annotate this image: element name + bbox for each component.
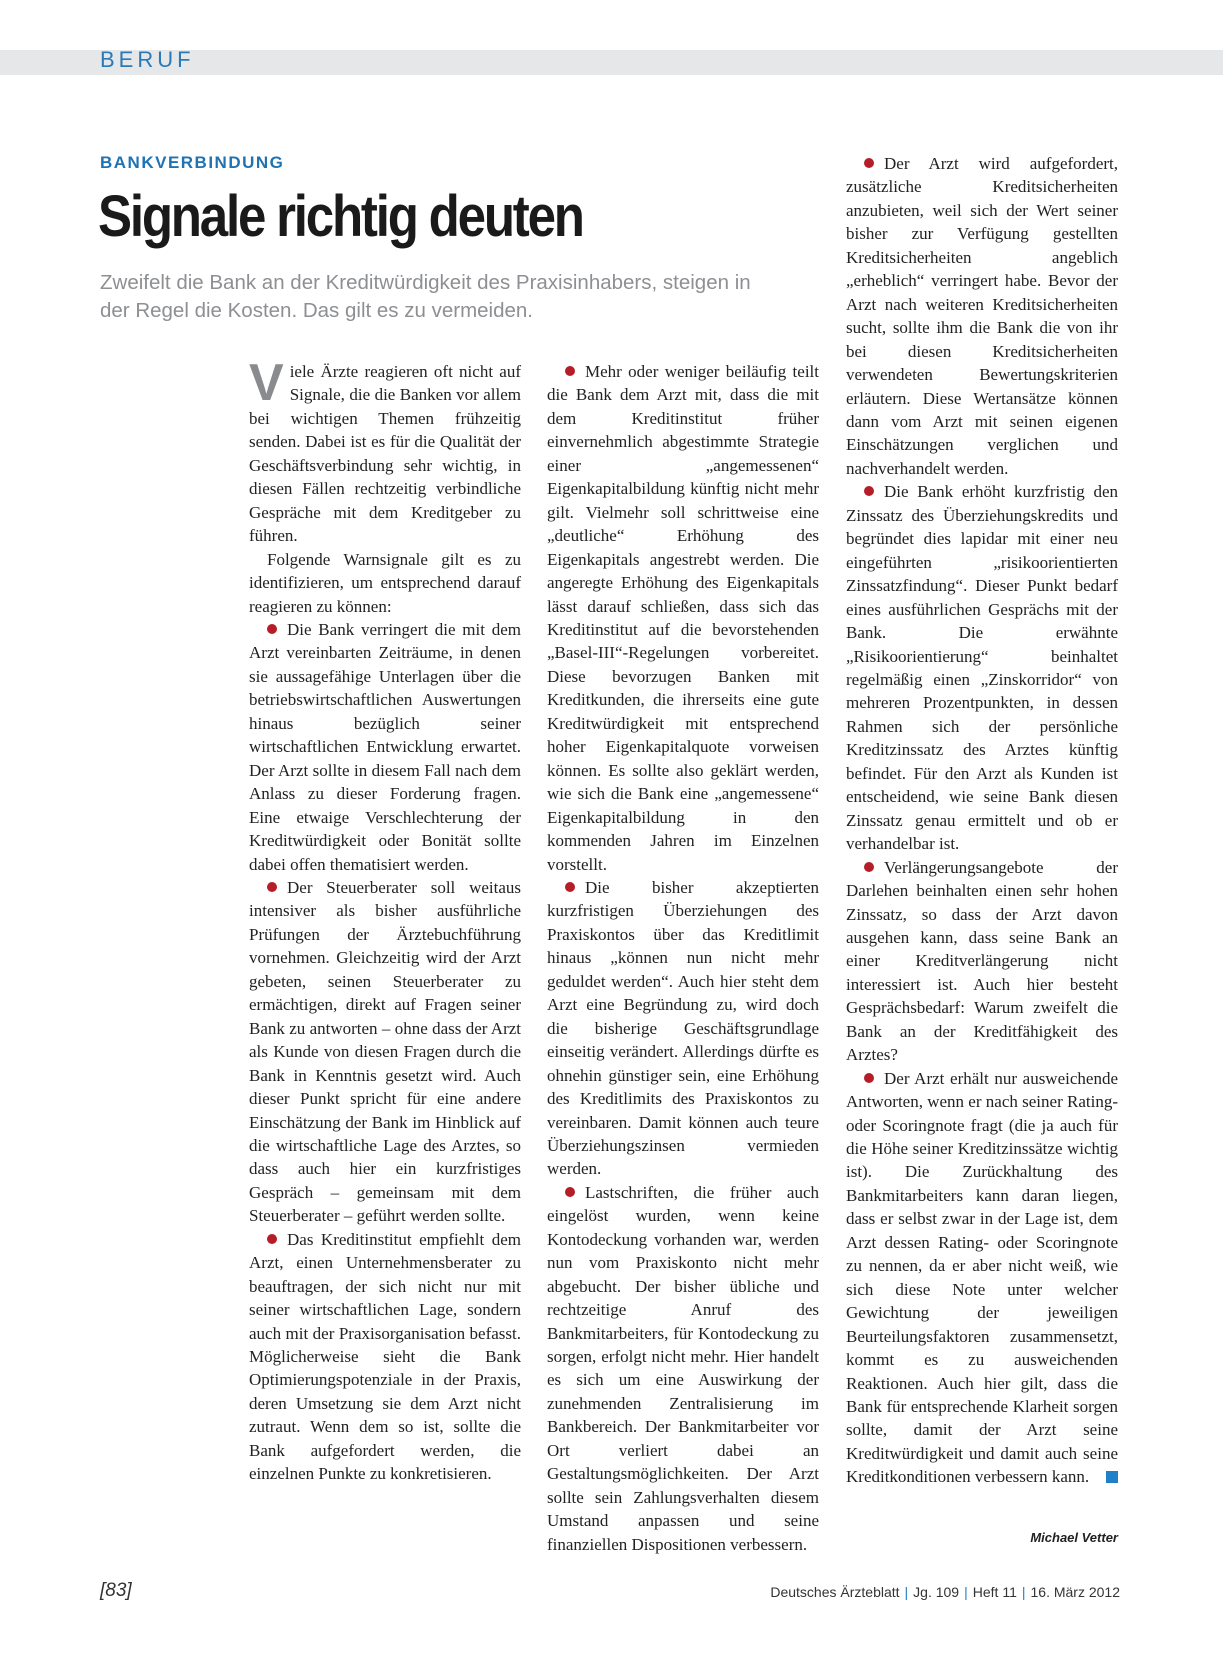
bullet-item <box>249 618 521 876</box>
bullet-text: Lastschriften, die früher auch eingelöst wurden, wenn keine Kontodeckung vorhanden war, werden nun vom Praxiskonto nicht mehr abgebucht. Der bisher übliche und rechtzeitige Anruf des Bankmitarbeiters, für Kontodeckung zu sorgen, erfolgt nicht mehr. Hier handelt es sich um eine Auswirkung der zunehmenden Zentralisierung im Bankbereich. Der Bankmitarbeiter vor Ort verliert dabei an Gestaltungsmöglichkeiten. Der Arzt sollte sein Zahlungsverhalten diesem Umstand anpassen und seine finanziellen Dispositionen verbessern. <box>547 1182 819 1554</box>
bullet-icon <box>565 366 575 376</box>
end-mark-icon <box>1106 1471 1118 1483</box>
bullet-icon <box>565 1187 575 1197</box>
bullet-text: Die bisher akzeptierten kurzfristigen Überziehungen des Praxiskontos über das Kreditlimit hinaus „können nun nicht mehr geduldet werden“. Auch hier steht dem Arzt eine Begründung zu, wird doch die bisherige Geschäftsgrundlage einseitig verändert. Allerdings dürfte es ohnehin günstiger sein, eine Erhöhung des Kreditlimits des Praxiskontos zu vereinbaren. Damit können auch teure Überziehungszinsen vermieden werden. <box>547 877 819 1179</box>
bullet-icon <box>864 862 874 872</box>
bullet-text: Der Arzt erhält nur ausweichende Antworten, wenn er nach seiner Rating- oder Scoringnote fragt (die ja auch für die Höhe seiner Kreditzinssätze wichtig ist). Die Zurückhaltung des Bankmitarbeiters kann daran liegen, dass er selbst zwar in der Lage ist, dem Arzt dessen Rating- oder Scoringnote zu nennen, da er aber nicht weiß, wie sich diese Note unter welcher Gewichtung der jeweiligen Beurteilungsfaktoren zusammensetzt, kommt es zu ausweichenden Reaktionen. Auch hier gilt, dass die Bank für entsprechende Klarheit sorgen sollte, damit der Arzt seine Kreditwürdigkeit und damit auch seine Kreditkonditionen verbessern kann. <box>846 1068 1118 1487</box>
drop-cap: V <box>249 354 284 412</box>
bullet-item <box>249 876 521 1228</box>
bullet-icon <box>267 624 277 634</box>
bullet-item <box>846 856 1118 1067</box>
bullet-item <box>547 1181 819 1556</box>
article-column-1 <box>249 354 521 1486</box>
bullet-icon <box>864 486 874 496</box>
article-kicker: BANKVERBINDUNG <box>100 153 285 172</box>
bullet-item <box>846 480 1118 855</box>
article-column-3 <box>846 152 1118 1489</box>
separator: | <box>904 1584 909 1600</box>
footer-citation <box>770 1584 1120 1600</box>
journal-issue: Heft 11 <box>972 1584 1017 1600</box>
bullet-text: Mehr oder weniger beiläufig teilt die Bank dem Arzt mit, dass die mit dem Kreditinstitut früher einvernehmlich abgestimmte Strategie einer „angemessenen“ Eigenkapitalbildung künftig nicht mehr gilt. Vielmehr soll schrittweise eine „deutliche“ Erhöhung des Eigenkapitals angestrebt werden. Die angeregte Erhöhung des Eigenkapitals lässt darauf schließen, dass sich das Kreditinstitut auf die bevorstehenden „Basel-III“-Regelungen vorbereitet. Diese bevorzugen Banken mit Kreditkunden, die ihrerseits eine gute Kreditwürdigkeit mit entsprechend hoher Eigenkapitalquote vorweisen können. Es sollte also geklärt werden, wie sich die Bank eine „angemessene“ Eigenkapitalbildung in den kommenden Jahren im Einzelnen vorstellt. <box>547 362 819 874</box>
author-name: Michael Vetter <box>1030 1530 1118 1545</box>
article-column-2 <box>547 360 819 1556</box>
bullet-icon <box>864 1073 874 1083</box>
bullet-icon <box>565 882 575 892</box>
separator: | <box>1021 1584 1026 1600</box>
bullet-text: Der Steuerberater soll weitaus intensiver als bisher ausführliche Prüfungen der Ärztebuchführung vornehmen. Gleichzeitig wird der Arzt gebeten, seinen Steuerberater zu ermächtigen, direkt auf Fragen seiner Bank zu antworten – ohne dass der Arzt als Kunde von diesen Fragen durch die Bank in Kenntnis gesetzt wird. Auch dieser Punkt spricht für eine andere Einschätzung der Bank im Hinblick auf die wirtschaftliche Lage des Arztes, so dass auch hier ein kurzfristiges Gespräch – gemeinsam mit dem Steuerberater – geführt werden sollte. <box>249 877 521 1226</box>
bullet-text: Das Kreditinstitut empfiehlt dem Arzt, einen Unternehmensberater zu beauftragen, der sich nicht nur mit seiner wirtschaftlichen Lage, sondern auch mit der Praxisorganisation befasst. Möglicherweise sieht die Bank Optimierungspotenziale in der Praxis, deren Umsetzung sie dem Arzt nicht zutraut. Wenn dem so ist, sollte die Bank aufgefordert werden, die einzelnen Punkte zu konkretisieren. <box>249 1229 521 1484</box>
section-label: BERUF <box>100 47 195 72</box>
bullet-text: Der Arzt wird aufgefordert, zusätzliche Kreditsicherheiten anzubieten, weil sich der Wert seiner bisher zur Verfügung gestellten Kreditsicherheiten angeblich „erheblich“ verringert habe. Bevor der Arzt nach weiteren Kreditsicherheiten sucht, sollte ihm die Bank die von ihr bei diesen Kreditsicherheiten verwendeten Bewertungskriterien erläutern. Diese Wertansätze können dann vom Arzt mit seinen eigenen Einschätzungen verglichen und nachverhandelt werden. <box>846 154 1118 478</box>
bullet-item <box>547 876 819 1181</box>
bullet-text: Die Bank verringert die mit dem Arzt vereinbarten Zeiträume, in denen sie aussagefähige Unterlagen über die betriebswirtschaftlichen Auswertungen hinaus bezüglich seiner wirtschaftlichen Entwicklung erwartet. Der Arzt sollte in diesem Fall nach dem Anlass zu dieser Forderung fragen. Eine etwaige Verschlechterung der Kreditwürdigkeit oder Bonität sollte dabei offen thematisiert werden. <box>249 619 521 874</box>
bullet-text: Verlängerungsangebote der Darlehen beinhalten einen sehr hohen Zinssatz, so dass der Arzt davon ausgehen kann, dass seine Bank an einer Kreditverlängerung nicht interessiert ist. Auch hier besteht Gesprächsbedarf: Warum zweifelt die Bank an der Kreditfähigkeit des Arztes? <box>846 857 1118 1065</box>
journal-date: 16. März 2012 <box>1030 1584 1120 1600</box>
article-subtitle: Zweifelt die Bank an der Kreditwürdigkeit des Praxisinhabers, steigen in der Regel die Kosten. Das gilt es zu vermeiden. <box>100 271 751 322</box>
journal-volume: Jg. 109 <box>913 1584 960 1600</box>
bullet-text: Die Bank erhöht kurzfristig den Zinssatz des Überziehungskredits und begründet dies lapidar mit einer neu eingeführten „risikoorientierten Zinssatzfindung“. Dieser Punkt bedarf eines ausführlichen Gesprächs mit der Bank. Die erwähnte „Risikoorientierung“ beinhaltet regelmäßig einen „Zinskorridor“ von mehreren Prozentpunkten, in dessen Rahmen sich der persönliche Kreditzinssatz des Arztes künftig befindet. Für den Arzt als Kunden ist entscheidend, wie seine Bank diesen Zinssatz genau ermittelt und ob er verhandelbar ist. <box>846 482 1118 854</box>
bullet-icon <box>267 882 277 892</box>
page-number: [83] <box>100 1580 132 1601</box>
intro-text: iele Ärzte reagieren oft nicht auf Signale, die die Banken vor allem bei wichtigen Themen frühzeitig senden. Dabei ist es für die Qualität der Geschäftsverbindung sehr wichtig, in diesen Fällen rechtzeitig verbindliche Gespräche mit dem Kreditgeber zu führen. <box>249 362 521 546</box>
bullet-icon <box>864 158 874 168</box>
journal-name: Deutsches Ärzteblatt <box>770 1584 900 1600</box>
bullet-item <box>846 152 1118 480</box>
paragraph: Folgende Warnsignale gilt es zu identifizieren, um entsprechend darauf reagieren zu können: <box>249 549 521 616</box>
bullet-item <box>249 1228 521 1486</box>
intro-paragraph <box>249 354 521 548</box>
separator: | <box>964 1584 968 1600</box>
bullet-item <box>547 360 819 876</box>
article-title: Signale richtig deuten <box>98 184 583 249</box>
bullet-icon <box>267 1234 277 1244</box>
bullet-item <box>846 1067 1118 1489</box>
